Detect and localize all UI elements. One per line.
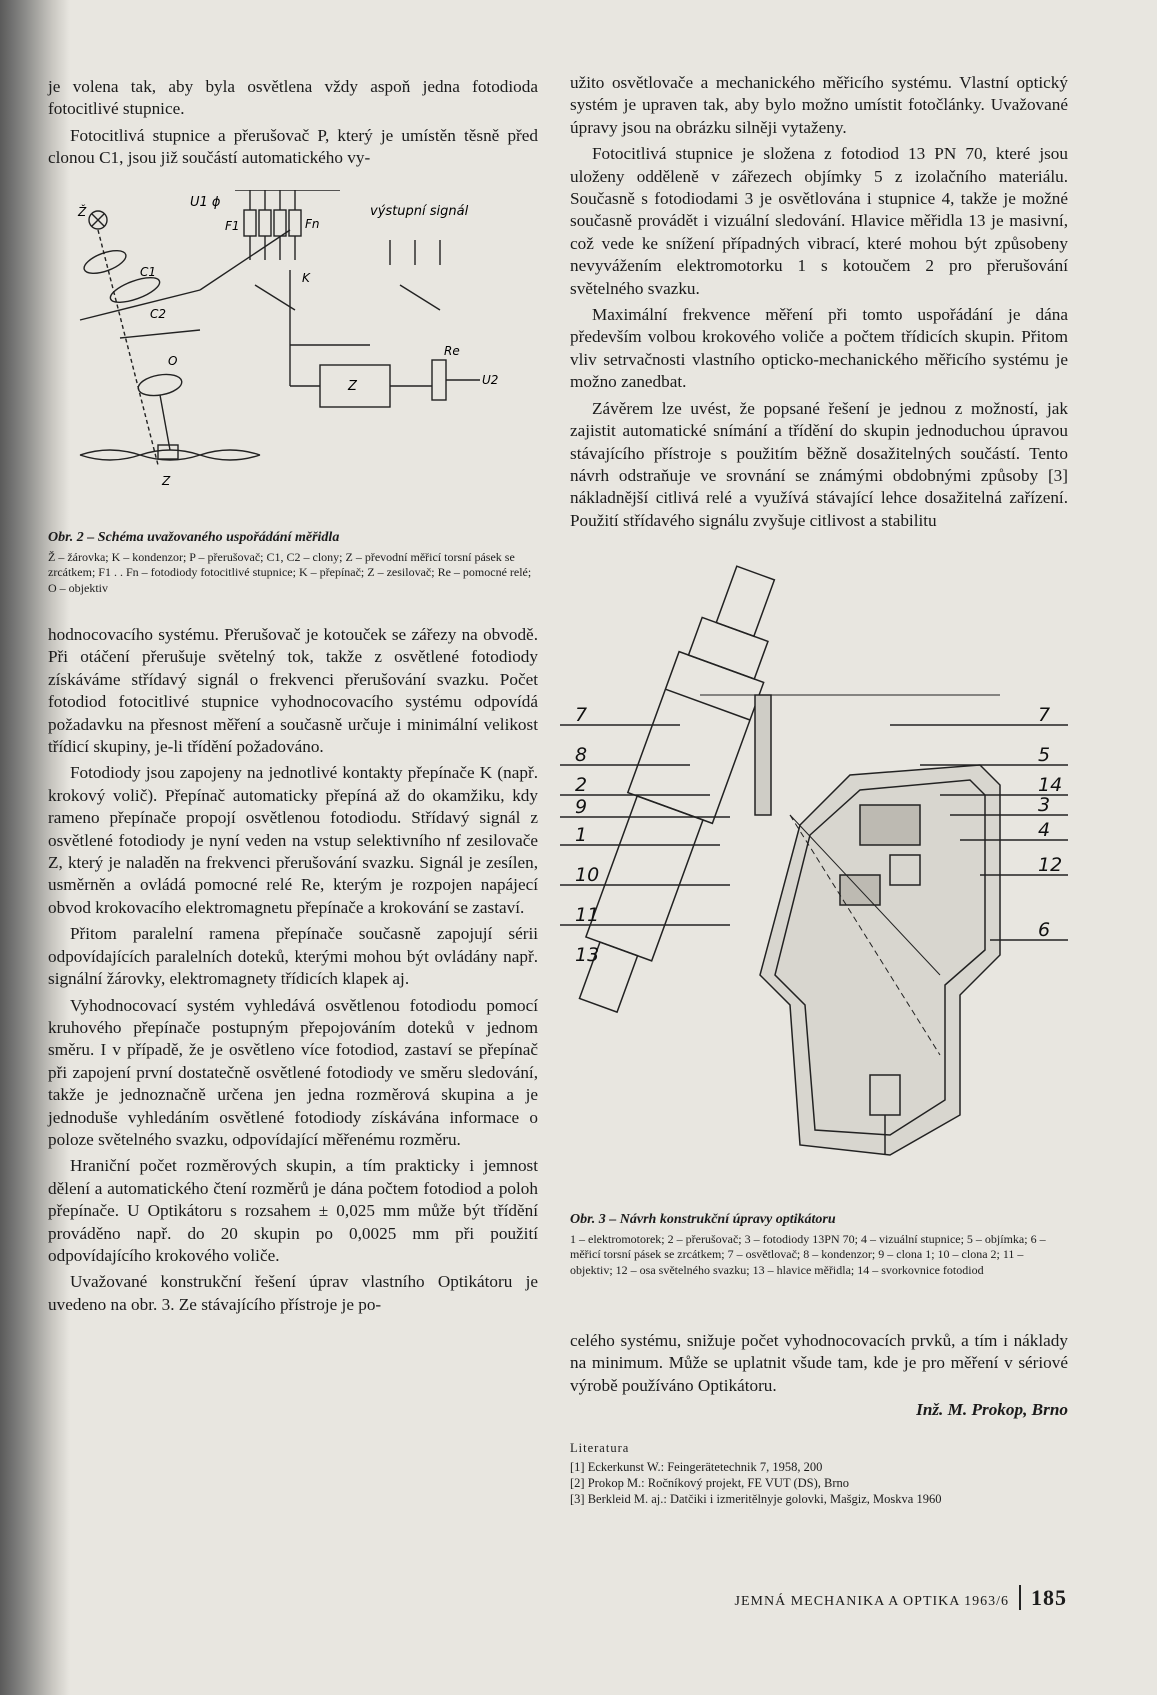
paragraph: Hraniční počet rozměrových skupin, a tím prakticky i jemnost dělení a automatického čtení rozměrů je dána počtem fotodiod a poloh přepínače. U Optikátoru s rozsahem ± 0,025 mm může být třídění prováděno např. do 20 skupin po 0,0025 mm při použití odpovídajícího krokového voliče. [48, 1156, 538, 1265]
fig3-label-left: 10 [575, 864, 600, 886]
label-fn: Fn [305, 217, 320, 231]
paragraph: Uvažované konstrukční řešení úprav vlastního Optikátoru je uvedeno na obr. 3. Ze stávajícího přístroje je po- [48, 1272, 538, 1314]
label-c2: C2 [150, 307, 167, 321]
fig3-label-left: 1 [575, 824, 588, 846]
fig3-label-left: 11 [575, 904, 600, 926]
fig3-label-right: 7 [1038, 704, 1051, 726]
fig3-label-left: 13 [575, 944, 600, 966]
label-output-signal: výstupní signál [370, 204, 469, 219]
right-column-bottom [570, 1330, 1068, 1422]
paragraph: Fotocitlivá stupnice je složena z fotodiod 13 PN 70, které jsou uloženy odděleně v zářezech objímky 5 z izolačního materiálu. Současně s fotodiodami 3 je osvětlována i stupnice 4, takže je možné současně provádět i vizuální sledování. Hlavice měřidla 13 je masivní, což vede ke snížení případných vibrací, které mohou být způsobeny nevyvážením elektromotorku 1 s kotoučem 2 pro přerušování světelného svazku. [570, 144, 1068, 298]
caption-title: Obr. 2 – Schéma uvažovaného uspořádání měřidla [48, 530, 340, 545]
label-c1: C1 [140, 265, 157, 279]
label-z-band: Z [162, 474, 171, 488]
caption-text: 1 – elektromotorek; 2 – přerušovač; 3 – fotodiody 13PN 70; 4 – vizuální stupnice; 5 – objímka; 6 – měřicí torsní pásek se zrcátkem; 7 – osvětlovač; 8 – kondenzor; 9 – clona 1; 10 – clona 2; 11 – objektiv; 12 – osa světelného svazku; 13 – hlavice měřidla; 14 – svorkovnice fotodiod [570, 1231, 1046, 1277]
label-u1: U1 ϕ [190, 195, 221, 210]
paragraph: Fotodiody jsou zapojeny na jednotlivé kontakty přepínače K (např. krokový volič). Přepínač automaticky přepíná až do okamžiku, kdy rameno přepínače propojí osvětlenou fotodiodu. Střídavý signál z osvětlené fotodiody je nyní veden na vstup selektivního nf zesilovače Z, který je naladěn na frekvenci přerušování svazku. Signál je zesílen, usměrněn a ovládá pomocné relé Re, kterým je rozpojen napájecí obvod krokovacího elektromagnetu přepínače a krokování se zastaví. [48, 763, 538, 917]
fig3-label-left: 9 [575, 796, 588, 818]
paragraph: hodnocovacího systému. Přerušovač je kotouček se zářezy na obvodě. Při otáčení přerušuje světelný tok, takže z osvětlené fotodiody získáváme střídavý signál o frekvenci přerušování svazku. Počet fotodiod fotocitlivé stupnice vyhodnocovacího systému odpovídá požadavku na přesnost měření a současně určuje i minimální velikost třídicí skupiny, je-li třídění požadováno. [48, 625, 538, 757]
literature-section [570, 1440, 1068, 1507]
label-f1: F1 [225, 219, 240, 233]
fig3-label-right: 4 [1038, 819, 1051, 841]
label-lamp: Ž [78, 205, 87, 219]
paragraph: Přitom paralelní ramena přepínače současně zapojují sérii odpovídajících paralelních doteků, kterými mohou být ovládány např. signální žárovky, elektromagnety třídicích klapek aj. [48, 924, 538, 989]
paragraph: Fotocitlivá stupnice a přerušovač P, který je umístěn těsně před clonou C1, jsou již součástí automatického vy- [48, 125, 538, 168]
fig3-label-right: 3 [1038, 794, 1051, 816]
paragraph: užito osvětlovače a mechanického měřicího systému. Vlastní optický systém je upraven tak, aby bylo možno umístit fotočlánky. Uvažované úpravy jsou na obrázku silněji vytaženy. [570, 73, 1068, 137]
fig3-label-right: 5 [1038, 744, 1051, 766]
fig3-label-right: 6 [1038, 919, 1051, 941]
author-signature: Inž. M. Prokop, Brno [916, 1400, 1068, 1420]
paragraph: celého systému, snižuje počet vyhodnocovacích prvků, a tím i náklady na minimum. Může se uplatnit všude tam, kde je pro měření v sériové výrobě používáno Optikátoru. [570, 1331, 1068, 1395]
fig3-label-left: 8 [575, 744, 588, 766]
caption-title: Obr. 3 – Návrh konstrukční úpravy optikátoru [570, 1212, 836, 1227]
paragraph: Závěrem lze uvést, že popsané řešení je jednou z možností, jak zajistit automatické snímání a třídění do skupin jednoduchou úpravou stávajícího přístroje s použitím běžně dosažitelných součástí. Tento návrh odstraňuje ve srovnání se známými obdobnými způsoby [3] nákladnější citlivá relé a využívá stávající lehce dosažitelná zařízení. Použití střídavého signálu zvyšuje citlivost a stabilitu [570, 398, 1068, 530]
reference-item: [3] Berkleid M. aj.: Datčiki i izmeritělnyje golovki, Mašgiz, Moskva 1960 [570, 1492, 942, 1506]
caption-text: Ž – žárovka; K – kondenzor; P – přerušovač; C1, C2 – clony; Z – převodní měřicí torsní pásek se zrcátkem; F1 . . Fn – fotodiody fotocitlivé stupnice; K – přepínač; Z – zesilovač; Re – pomocné relé; O – objektiv [48, 549, 532, 595]
label-z-amplifier: Z [348, 379, 357, 394]
label-o: O [168, 354, 178, 368]
label-k: K [302, 271, 310, 285]
fig3-label-right: 12 [1038, 854, 1063, 876]
figure-2-schematic [40, 190, 540, 510]
journal-name: JEMNÁ MECHANIKA A OPTIKA 1963/6 [734, 1594, 1009, 1609]
label-re: Re [444, 344, 460, 358]
label-u2: U2 [482, 373, 499, 387]
reference-item: [1] Eckerkunst W.: Feingerätetechnik 7, 1958, 200 [570, 1460, 823, 1474]
paragraph: je volena tak, aby byla osvětlena vždy aspoň jedna fotodioda fotocitlivé stupnice. [48, 77, 538, 119]
paragraph: Maximální frekvence měření při tomto uspořádání je dána především volbou krokového voliče a počtem třídicích skupin. Přitom vliv setrvačnosti vlastního opticko-mechanického měřicího systému je možno zanedbat. [570, 305, 1068, 392]
fig3-label-right: 14 [1038, 774, 1063, 796]
page-number: 185 [1019, 1585, 1067, 1610]
reference-item: [2] Prokop M.: Ročníkový projekt, FE VUT (DS), Brno [570, 1476, 850, 1490]
literature-heading: Literatura [570, 1441, 630, 1455]
left-column-bottom [48, 624, 538, 1316]
fig3-label-left: 7 [575, 704, 588, 726]
figure-2-caption [48, 530, 538, 596]
fig3-label-left: 2 [575, 774, 588, 796]
figure-3-caption [570, 1212, 1068, 1278]
paragraph: Vyhodnocovací systém vyhledává osvětlenou fotodiodu pomocí kruhového přepínače postupným přepojováním doteků v jednom směru. I v případě, že je osvětleno více fotodiod, zastaví se přepínač při zapojení první dostatečně osvětlené fotodiody ve směru sledování, takže je jednoznačně určena jen jedna rozměrová skupina a je jednoduše vyhledáním osvětlené fotodiody získávána informace o poloze světelného svazku, odpovídající měřenému rozměru. [48, 995, 538, 1149]
right-column-top [570, 72, 1068, 532]
figure-3-drawing [560, 555, 1068, 1215]
left-column-top [48, 76, 538, 170]
page-footer [735, 1585, 1067, 1611]
